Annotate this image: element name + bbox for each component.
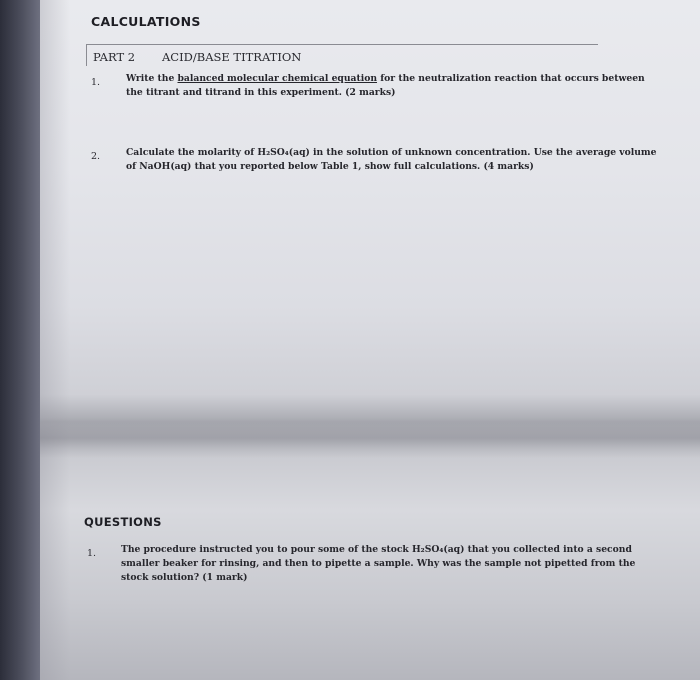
calc-item-2-number: 2. (91, 151, 101, 162)
question-1-line2: smaller beaker for rinsing, and then to pipette a sample. Why was the sample not pipetted from the (121, 558, 636, 569)
question-1-line1: The procedure instructed you to pour some of the stock H₂SO₄(aq) that you collected into a second (121, 544, 632, 555)
part-header-rule (86, 44, 598, 45)
calc-item-1-line1-start: Write the (126, 73, 178, 84)
calc-item-1-line1 (126, 72, 645, 86)
questions-heading: QUESTIONS (84, 515, 162, 529)
calc-item-1-number: 1. (91, 77, 101, 88)
part-number: PART 2 (93, 50, 136, 64)
part-title: ACID/BASE TITRATION (162, 50, 302, 64)
paper-left-shadow (40, 0, 70, 680)
calc-item-2-line2: of NaOH(aq) that you reported below Table 1, show full calculations. (4 marks) (126, 161, 534, 172)
calc-item-1-line1-end: for the neutralization reaction that occurs between (377, 73, 645, 84)
question-1-text (121, 543, 635, 585)
calc-item-1-line2: the titrant and titrand in this experiment. (2 marks) (126, 87, 396, 98)
calc-item-2-line1: Calculate the molarity of H₂SO₄(aq) in the solution of unknown concentration. Use the average volume (126, 147, 657, 158)
calc-item-2-text (126, 146, 657, 174)
part-header-box-edge (86, 44, 87, 66)
calc-item-1-underlined: balanced molecular chemical equation (177, 73, 378, 84)
question-1-line3: stock solution? (1 mark) (121, 572, 248, 583)
paper-fold-shadow (40, 418, 700, 458)
calc-item-1-text (126, 72, 645, 100)
calculations-heading: CALCULATIONS (91, 14, 201, 29)
question-1-number: 1. (87, 548, 97, 559)
